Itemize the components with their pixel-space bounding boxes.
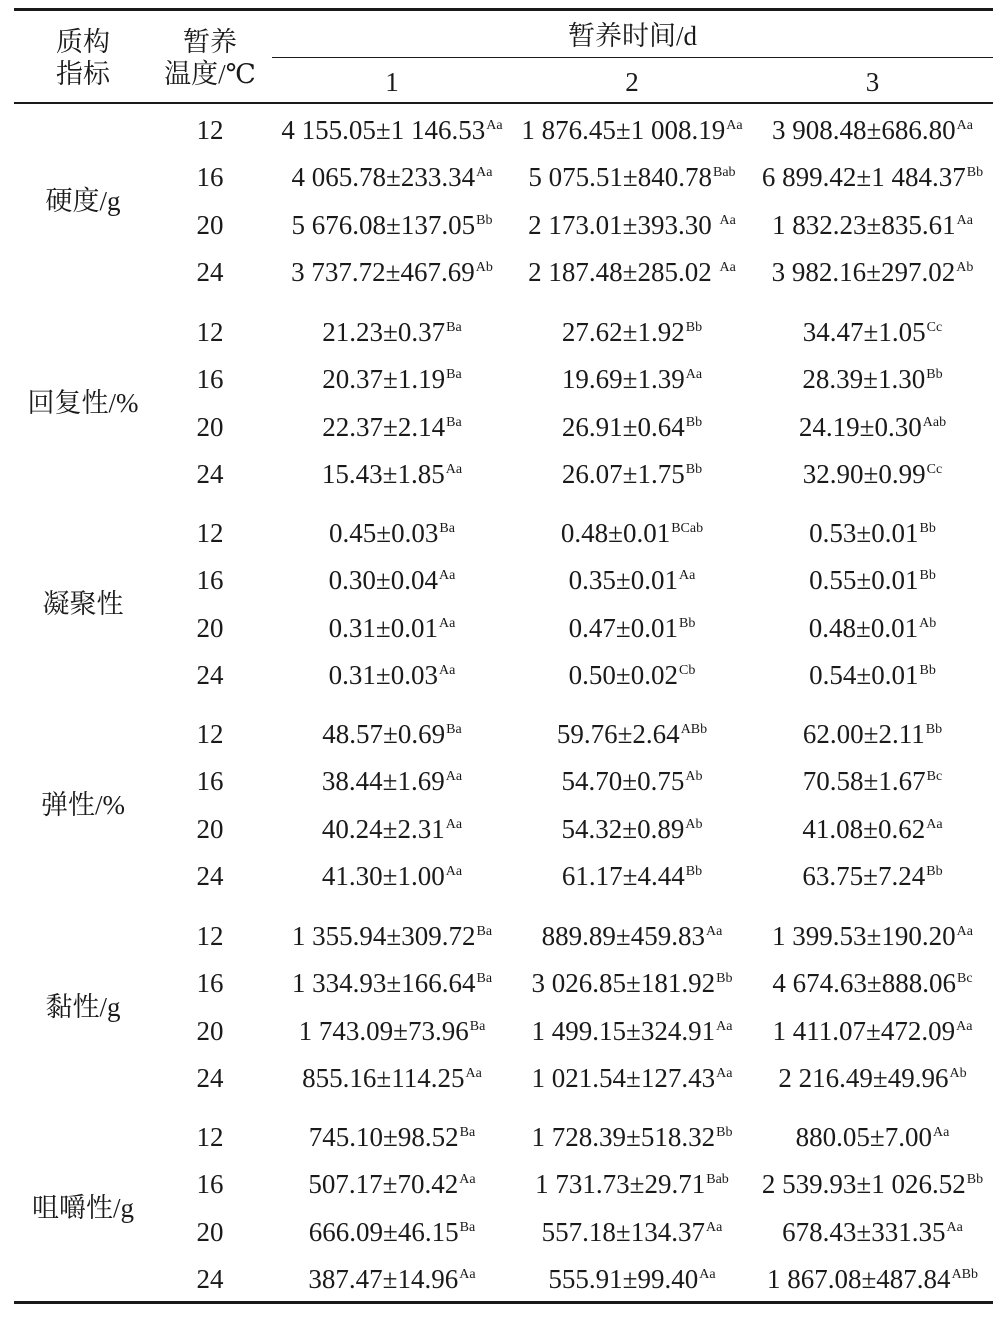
significance-letters: Ba — [476, 924, 493, 939]
mean-sd-value: 387.47±14.96 — [308, 1263, 459, 1294]
value-cell — [752, 517, 993, 549]
significance-letters: Aa — [706, 924, 723, 939]
metric-label: 凝聚性 — [42, 588, 124, 619]
value-cell — [272, 1216, 512, 1248]
mean-sd-value: 63.75±7.24 — [802, 860, 926, 891]
mean-sd-value: 2 187.48±285.02 — [528, 256, 719, 287]
value-cell — [512, 860, 752, 892]
significance-letters: Aa — [956, 1018, 973, 1034]
significance-letters: ABb — [680, 722, 708, 737]
value-cell — [272, 1263, 512, 1295]
mean-sd-value: 880.05±7.00 — [795, 1122, 932, 1152]
mean-sd-value: 3 908.48±686.80 — [772, 115, 956, 145]
mean-sd-value: 1 876.45±1 008.19 — [521, 115, 726, 145]
temperature-cell: 24 — [196, 458, 224, 489]
table-top-rule — [14, 8, 993, 11]
mean-sd-value: 1 731.73±29.71 — [535, 1169, 706, 1200]
value-cell — [272, 860, 512, 892]
temperature-cell: 16 — [196, 162, 224, 193]
significance-letters: Cb — [678, 662, 696, 678]
temperature-cell: 20 — [196, 612, 224, 643]
value-cell — [272, 1015, 512, 1047]
mean-sd-value: 5 075.51±840.78 — [528, 162, 712, 193]
significance-letters: Bb — [966, 1172, 984, 1188]
value-cell — [512, 458, 752, 490]
significance-letters: Ba — [446, 320, 462, 335]
temperature-cell: 16 — [196, 565, 224, 596]
mean-sd-value: 61.17±4.44 — [561, 860, 685, 891]
significance-letters: Ab — [475, 259, 493, 275]
mean-sd-value: 20.37±1.19 — [322, 364, 446, 395]
significance-letters: Bb — [476, 212, 493, 228]
value-cell — [512, 1121, 752, 1153]
significance-letters: Bc — [926, 769, 943, 785]
significance-letters: Ba — [459, 1219, 476, 1235]
significance-letters: Aa — [486, 118, 503, 133]
next-line-fragment — [14, 1306, 993, 1318]
mean-sd-value: 1 832.23±835.61 — [772, 209, 956, 240]
significance-letters: Ba — [469, 1018, 486, 1034]
significance-letters: Aa — [445, 816, 463, 832]
significance-letters: Aa — [706, 1219, 723, 1235]
significance-letters: Ba — [446, 367, 462, 383]
mean-sd-value: 745.10±98.52 — [308, 1122, 459, 1152]
significance-letters: Ba — [476, 971, 493, 987]
mean-sd-value: 0.55±0.01 — [809, 565, 919, 596]
value-cell — [512, 765, 752, 797]
significance-letters: Aa — [445, 461, 463, 477]
value-cell — [512, 718, 752, 750]
significance-letters: Aa — [445, 863, 463, 879]
temperature-cell: 20 — [196, 209, 224, 240]
mean-sd-value: 0.48±0.01 — [808, 612, 919, 643]
significance-letters: Ba — [446, 722, 462, 737]
significance-letters: Aa — [465, 1065, 482, 1081]
value-cell — [512, 1062, 752, 1094]
temperature-cell: 12 — [196, 317, 224, 347]
significance-letters: Aa — [956, 212, 973, 228]
mean-sd-value: 54.70±0.75 — [561, 766, 685, 797]
metric-label: 弹性/% — [41, 789, 125, 820]
value-cell — [752, 1121, 993, 1153]
value-cell — [752, 458, 993, 490]
value-cell — [272, 161, 512, 193]
value-cell — [752, 564, 993, 596]
value-cell — [272, 765, 512, 797]
value-cell — [752, 765, 993, 797]
mean-sd-value: 1 728.39±518.32 — [531, 1122, 716, 1152]
mean-sd-value: 27.62±1.92 — [561, 317, 685, 347]
mean-sd-value: 0.45±0.03 — [329, 518, 439, 548]
metric-label: 咀嚼性/g — [31, 1192, 134, 1223]
temperature-cell: 20 — [196, 813, 224, 844]
mean-sd-value: 0.50±0.02 — [568, 659, 678, 690]
value-cell — [752, 114, 993, 146]
day-header-1: 1 — [385, 67, 399, 97]
value-cell — [752, 1062, 993, 1094]
significance-letters: Bb — [919, 662, 936, 678]
value-cell — [272, 517, 512, 549]
mean-sd-value: 6 899.42±1 484.37 — [761, 162, 966, 193]
mean-sd-value: 1 743.09±73.96 — [298, 1015, 469, 1046]
metric-label: 硬度/g — [45, 185, 121, 216]
significance-letters: Bb — [926, 863, 943, 879]
mean-sd-value: 38.44±1.69 — [321, 766, 445, 797]
value-cell — [512, 1168, 752, 1200]
value-cell — [752, 659, 993, 691]
value-cell — [512, 363, 752, 395]
significance-letters: Aa — [679, 568, 696, 584]
significance-letters: Aab — [922, 414, 947, 430]
significance-letters: Aa — [459, 1172, 476, 1188]
mean-sd-value: 1 355.94±309.72 — [291, 921, 476, 951]
mean-sd-value: 0.48±0.01 — [560, 518, 671, 548]
mean-sd-value: 555.91±99.40 — [548, 1263, 699, 1294]
value-cell — [272, 458, 512, 490]
temperature-cell: 12 — [196, 115, 224, 145]
value-cell — [272, 813, 512, 845]
temperature-cell: 12 — [196, 1122, 224, 1152]
temperature-cell: 24 — [196, 1263, 224, 1294]
mean-sd-value: 3 737.72±467.69 — [291, 256, 475, 287]
table-bottom-rule — [14, 1301, 993, 1304]
mean-sd-value: 34.47±1.05 — [802, 317, 926, 347]
mean-sd-value: 41.08±0.62 — [802, 813, 926, 844]
value-cell — [512, 1216, 752, 1248]
significance-letters: Bb — [926, 367, 943, 383]
significance-letters: Aa — [716, 1065, 733, 1081]
significance-letters: Aa — [946, 1219, 963, 1235]
temperature-cell: 16 — [196, 364, 224, 395]
significance-letters: Aa — [439, 568, 456, 584]
mean-sd-value: 4 155.05±1 146.53 — [281, 115, 486, 145]
temperature-cell: 24 — [196, 860, 224, 891]
mean-sd-value: 507.17±70.42 — [308, 1169, 459, 1200]
mean-sd-value: 889.89±459.83 — [541, 921, 705, 951]
mean-sd-value: 0.54±0.01 — [809, 659, 919, 690]
mean-sd-value: 62.00±2.11 — [802, 719, 925, 749]
value-cell — [512, 1015, 752, 1047]
day-header-3: 3 — [865, 67, 880, 97]
value-cell — [272, 564, 512, 596]
mean-sd-value: 2 173.01±393.30 — [528, 209, 719, 240]
temperature-cell: 24 — [196, 256, 224, 287]
significance-letters: ABb — [951, 1266, 979, 1282]
significance-letters: Aa — [719, 212, 736, 228]
significance-letters: Ba — [446, 414, 462, 430]
mean-sd-value: 0.31±0.03 — [328, 659, 438, 690]
value-cell — [752, 411, 993, 443]
temp-header-line1: 暂养 — [183, 27, 237, 57]
value-cell — [752, 860, 993, 892]
mean-sd-value: 41.30±1.00 — [321, 860, 445, 891]
value-cell — [752, 209, 993, 241]
value-cell — [752, 1015, 993, 1047]
value-cell — [272, 316, 512, 348]
mean-sd-value: 2 539.93±1 026.52 — [761, 1169, 966, 1200]
value-cell — [272, 920, 512, 952]
day-header-2: 2 — [625, 67, 639, 97]
temperature-cell: 24 — [196, 1062, 224, 1093]
significance-letters: Cc — [926, 320, 943, 335]
temperature-cell: 12 — [196, 921, 224, 951]
value-cell — [752, 1263, 993, 1295]
value-cell — [272, 411, 512, 443]
temperature-cell: 16 — [196, 1169, 224, 1200]
value-cell — [752, 967, 993, 999]
significance-letters: Ab — [685, 769, 703, 785]
significance-letters: Bb — [685, 320, 703, 335]
value-cell — [512, 612, 752, 644]
value-cell — [272, 967, 512, 999]
mean-sd-value: 40.24±2.31 — [321, 813, 445, 844]
value-cell — [752, 316, 993, 348]
mean-sd-value: 26.91±0.64 — [561, 411, 685, 442]
significance-letters: Ba — [439, 521, 455, 536]
significance-letters: Bab — [713, 165, 736, 181]
mean-sd-value: 4 065.78±233.34 — [291, 162, 476, 193]
value-cell — [272, 659, 512, 691]
significance-letters: Ab — [949, 1065, 967, 1081]
value-cell — [272, 114, 512, 146]
mean-sd-value: 1 334.93±166.64 — [291, 968, 476, 999]
value-cell — [512, 967, 752, 999]
value-cell — [752, 718, 993, 750]
header-bottom-rule — [14, 102, 993, 104]
mean-sd-value: 22.37±2.14 — [322, 411, 446, 442]
mean-sd-value: 3 026.85±181.92 — [531, 968, 716, 999]
mean-sd-value: 70.58±1.67 — [802, 766, 926, 797]
mean-sd-value: 0.47±0.01 — [568, 612, 678, 643]
mean-sd-value: 1 021.54±127.43 — [531, 1062, 716, 1093]
mean-sd-value: 26.07±1.75 — [561, 458, 685, 489]
temperature-cell: 16 — [196, 766, 224, 797]
mean-sd-value: 15.43±1.85 — [321, 458, 445, 489]
value-cell — [512, 411, 752, 443]
value-cell — [752, 1168, 993, 1200]
mean-sd-value: 1 867.08±487.84 — [766, 1263, 951, 1294]
significance-letters: Aa — [716, 1018, 733, 1034]
significance-letters: Aa — [439, 615, 456, 631]
mean-sd-value: 19.69±1.39 — [561, 364, 685, 395]
mean-sd-value: 666.09±46.15 — [308, 1216, 459, 1247]
significance-letters: Bb — [685, 461, 703, 477]
value-cell — [272, 209, 512, 241]
significance-letters: Aa — [445, 769, 463, 785]
value-cell — [512, 209, 752, 241]
mean-sd-value: 24.19±0.30 — [798, 411, 922, 442]
metric-header-line1: 质构 — [56, 27, 110, 57]
significance-letters: Bb — [685, 414, 703, 430]
significance-letters: Aa — [933, 1125, 950, 1140]
mean-sd-value: 0.31±0.01 — [328, 612, 438, 643]
mean-sd-value: 1 399.53±190.20 — [772, 921, 956, 951]
mean-sd-value: 557.18±134.37 — [541, 1216, 705, 1247]
significance-letters: Bb — [716, 1125, 733, 1140]
value-cell — [752, 161, 993, 193]
value-cell — [272, 1062, 512, 1094]
value-cell — [512, 256, 752, 288]
temperature-cell: 16 — [196, 968, 224, 999]
significance-letters: Aa — [956, 118, 973, 133]
significance-letters: Aa — [719, 259, 736, 275]
temperature-cell: 24 — [196, 659, 224, 690]
mean-sd-value: 32.90±0.99 — [802, 458, 926, 489]
value-cell — [272, 1121, 512, 1153]
significance-letters: Bb — [966, 165, 984, 181]
significance-letters: Aa — [726, 118, 743, 133]
metric-label: 黏性/g — [45, 991, 121, 1022]
value-cell — [512, 114, 752, 146]
mean-sd-value: 0.30±0.04 — [328, 565, 438, 596]
significance-letters: Bb — [925, 722, 943, 737]
temp-header-line2: 温度/℃ — [164, 59, 256, 89]
temp-header — [160, 26, 260, 90]
mean-sd-value: 678.43±331.35 — [782, 1216, 946, 1247]
significance-letters: Bb — [716, 971, 733, 987]
value-cell — [752, 363, 993, 395]
value-cell — [512, 659, 752, 691]
significance-letters: Bab — [706, 1172, 729, 1188]
mean-sd-value: 855.16±114.25 — [302, 1062, 465, 1093]
temperature-cell: 12 — [196, 719, 224, 749]
temperature-cell: 20 — [196, 411, 224, 442]
mean-sd-value: 48.57±0.69 — [322, 719, 446, 749]
value-cell — [512, 813, 752, 845]
mean-sd-value: 1 411.07±472.09 — [772, 1015, 956, 1046]
significance-letters: Aa — [926, 816, 943, 832]
significance-letters: Aa — [476, 165, 493, 181]
significance-letters: Aa — [439, 662, 456, 678]
significance-letters: Bb — [685, 863, 703, 879]
significance-letters: Aa — [459, 1266, 476, 1282]
mean-sd-value: 3 982.16±297.02 — [771, 256, 956, 287]
value-cell — [272, 256, 512, 288]
mean-sd-value: 21.23±0.37 — [322, 317, 446, 347]
time-span-underline — [272, 57, 993, 58]
significance-letters: Bb — [919, 521, 936, 536]
value-cell — [752, 920, 993, 952]
significance-letters: Ab — [685, 816, 703, 832]
value-cell — [512, 564, 752, 596]
mean-sd-value: 2 216.49±49.96 — [778, 1062, 949, 1093]
metric-header — [14, 26, 152, 90]
significance-letters: Aa — [956, 924, 973, 939]
mean-sd-value: 54.32±0.89 — [561, 813, 685, 844]
significance-letters: Cc — [926, 461, 943, 477]
significance-letters: Bb — [919, 568, 936, 584]
value-cell — [272, 718, 512, 750]
significance-letters: Ba — [459, 1125, 476, 1140]
metric-label: 回复性/% — [27, 387, 139, 418]
value-cell — [512, 517, 752, 549]
value-cell — [752, 813, 993, 845]
significance-letters: Aa — [699, 1266, 716, 1282]
temperature-cell: 12 — [196, 518, 224, 548]
temperature-cell: 20 — [196, 1216, 224, 1247]
significance-letters: Bb — [678, 615, 696, 631]
significance-letters: Ab — [956, 259, 974, 275]
value-cell — [272, 363, 512, 395]
significance-letters: Bc — [957, 971, 973, 987]
value-cell — [512, 920, 752, 952]
value-cell — [272, 612, 512, 644]
significance-letters: Ab — [919, 615, 937, 631]
value-cell — [512, 161, 752, 193]
mean-sd-value: 1 499.15±324.91 — [531, 1015, 716, 1046]
mean-sd-value: 0.35±0.01 — [568, 565, 678, 596]
metric-header-line2: 指标 — [56, 59, 110, 89]
value-cell — [512, 1263, 752, 1295]
value-cell — [752, 612, 993, 644]
mean-sd-value: 4 674.63±888.06 — [772, 968, 956, 999]
significance-letters: Aa — [685, 367, 703, 383]
time-span-header: 暂养时间/d — [567, 21, 697, 51]
mean-sd-value: 59.76±2.64 — [556, 719, 680, 749]
mean-sd-value: 28.39±1.30 — [802, 364, 926, 395]
significance-letters: BCab — [671, 521, 704, 536]
value-cell — [272, 1168, 512, 1200]
temperature-cell: 20 — [196, 1015, 224, 1046]
value-cell — [752, 1216, 993, 1248]
mean-sd-value: 5 676.08±137.05 — [291, 209, 476, 240]
mean-sd-value: 0.53±0.01 — [809, 518, 919, 548]
value-cell — [512, 316, 752, 348]
value-cell — [752, 256, 993, 288]
